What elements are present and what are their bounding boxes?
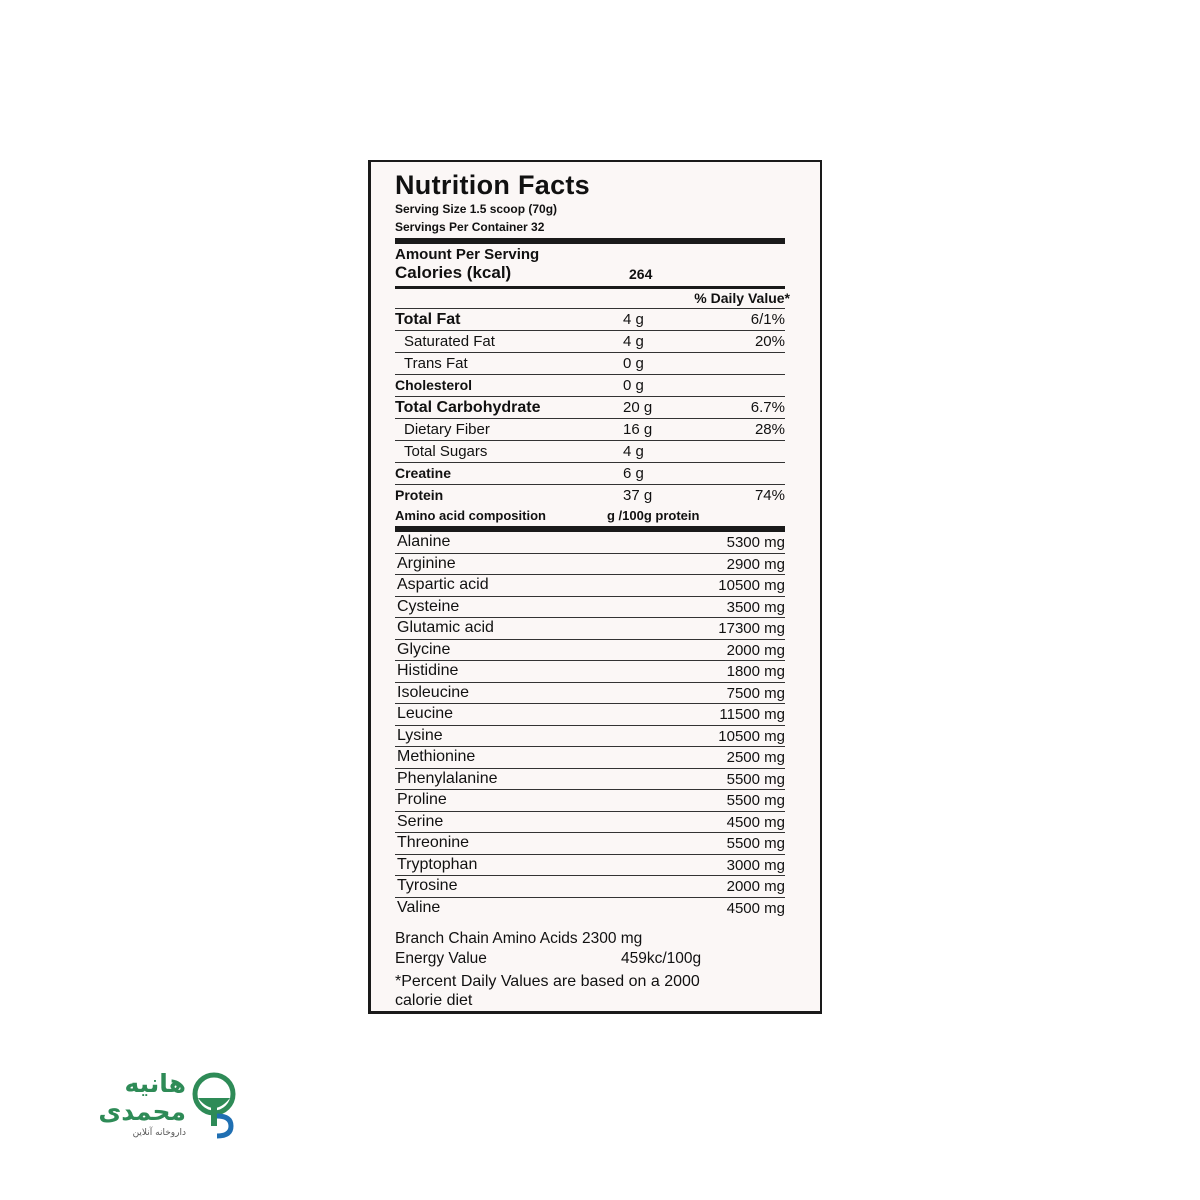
nutrient-label: Dietary Fiber (404, 421, 490, 438)
amino-row (395, 726, 785, 748)
amino-row (395, 769, 785, 791)
footnote-line-2: calorie diet (395, 992, 473, 1009)
amino-row (395, 876, 785, 898)
amino-value: 5500 mg (726, 835, 785, 852)
amino-name: Tyrosine (397, 877, 458, 894)
amino-name: Glutamic acid (397, 619, 494, 636)
amino-value: 10500 mg (718, 577, 785, 594)
amino-header (395, 508, 785, 523)
amino-value: 5500 mg (726, 770, 785, 788)
amino-value: 5500 mg (726, 792, 785, 809)
nutrient-amount: 4 g (623, 333, 644, 350)
nutrient-amount: 16 g (623, 421, 653, 438)
nutrient-label: Creatine (395, 465, 452, 481)
amino-name: Tryptophan (397, 855, 478, 873)
amino-value: 2000 mg (726, 878, 785, 895)
calories-label: Calories (kcal) (395, 263, 512, 282)
divider-mid (395, 286, 785, 289)
nutrient-daily-value: 20% (754, 333, 785, 350)
amino-value: 4500 mg (726, 813, 785, 831)
amino-row (395, 640, 785, 662)
amino-value: 11500 mg (719, 706, 785, 723)
nutrient-daily-value: 74% (754, 487, 785, 504)
amino-name: Cysteine (397, 597, 460, 615)
nutrient-row (395, 462, 785, 484)
pharmacy-logo[interactable] (58, 1070, 258, 1150)
amino-value: 3500 mg (726, 598, 785, 616)
nutrient-amount: 6 g (623, 465, 644, 482)
amino-value: 5300 mg (726, 534, 785, 551)
amino-name: Histidine (397, 662, 459, 679)
amino-row (395, 812, 785, 834)
nutrient-amount: 0 g (623, 355, 644, 372)
amino-name: Methionine (397, 748, 476, 765)
amino-name: Glycine (397, 640, 451, 658)
nutrient-row (395, 374, 785, 396)
amino-name: Isoleucine (397, 683, 470, 701)
amino-row (395, 554, 785, 576)
logo-tagline: داروخانه آنلاین (132, 1128, 186, 1138)
amino-row (395, 661, 785, 683)
nutrient-row (395, 484, 785, 506)
amino-value: 3000 mg (726, 856, 785, 874)
nutrient-daily-value: 6/1% (750, 311, 785, 328)
nutrient-label: Cholesterol (395, 377, 473, 393)
nutrient-label: Saturated Fat (404, 333, 495, 350)
amino-name: Phenylalanine (397, 769, 498, 787)
pharmacy-bowl-icon (188, 1072, 244, 1142)
amino-name: Alanine (397, 533, 451, 550)
daily-value-header: % Daily Value* (694, 290, 790, 306)
amino-row (395, 833, 785, 855)
logo-name-line-2: محمدی (98, 1097, 186, 1126)
label-title: Nutrition Facts (395, 170, 591, 200)
amino-name: Serine (397, 812, 444, 830)
amino-value: 4500 mg (726, 899, 785, 917)
serving-size: Serving Size 1.5 scoop (70g) (395, 202, 558, 216)
amino-value: 2500 mg (726, 749, 785, 766)
amino-value: 2000 mg (726, 641, 785, 659)
nutrient-daily-value: 28% (754, 421, 785, 438)
amino-name: Arginine (397, 554, 456, 572)
amino-name: Proline (397, 791, 447, 808)
nutrient-amount: 37 g (623, 487, 653, 504)
amino-name: Lysine (397, 726, 443, 744)
amino-header-unit: g /100g protein (607, 508, 700, 523)
nutrient-row (395, 352, 785, 374)
nutrient-daily-value: 6.7% (750, 399, 785, 416)
amino-name: Leucine (397, 705, 454, 722)
nutrient-amount: 4 g (623, 443, 644, 460)
logo-wordmark (58, 1070, 186, 1130)
nutrient-row (395, 396, 785, 418)
amino-value: 10500 mg (718, 727, 785, 745)
amino-row (395, 618, 785, 640)
nutrition-label (368, 160, 822, 1014)
amino-row (395, 898, 785, 920)
amino-row (395, 532, 785, 554)
amino-name: Valine (397, 898, 441, 916)
nutrient-label: Trans Fat (404, 355, 468, 372)
nutrient-label: Protein (395, 487, 444, 503)
amino-name: Aspartic acid (397, 576, 489, 593)
amino-row (395, 704, 785, 726)
amino-row (395, 575, 785, 597)
nutrient-row (395, 440, 785, 462)
amino-header-label: Amino acid composition (395, 508, 546, 523)
nutrient-amount: 20 g (623, 399, 653, 416)
amino-row (395, 790, 785, 812)
nutrient-row (395, 418, 785, 440)
amino-name: Threonine (397, 834, 470, 851)
logo-name-line-1: هانیه (124, 1069, 186, 1098)
nutrient-label: Total Fat (395, 311, 461, 328)
energy-value: 459kc/100g (621, 950, 702, 967)
amino-value: 1800 mg (726, 663, 785, 680)
nutrient-amount: 0 g (623, 377, 644, 394)
amino-value: 2900 mg (726, 555, 785, 573)
nutrient-amount: 4 g (623, 311, 644, 328)
footnote (395, 972, 785, 1010)
amino-row (395, 855, 785, 877)
amino-value: 17300 mg (718, 620, 785, 637)
energy-label: Energy Value (395, 950, 487, 967)
amino-row (395, 683, 785, 705)
nutrient-row (395, 308, 785, 330)
divider-thick (395, 238, 785, 244)
amino-value: 7500 mg (726, 684, 785, 702)
energy-line (395, 950, 702, 968)
footnote-line-1: *Percent Daily Values are based on a 2000 (395, 973, 700, 990)
amino-row (395, 747, 785, 769)
nutrient-row (395, 330, 785, 352)
amino-row (395, 597, 785, 619)
nutrient-label: Total Carbohydrate (395, 399, 541, 416)
servings-per-container: Servings Per Container 32 (395, 220, 545, 234)
nutrient-label: Total Sugars (404, 443, 488, 460)
amount-per-serving: Amount Per Serving (395, 246, 540, 263)
bcaa-line: Branch Chain Amino Acids 2300 mg (395, 930, 643, 947)
calories-value: 264 (629, 266, 653, 282)
